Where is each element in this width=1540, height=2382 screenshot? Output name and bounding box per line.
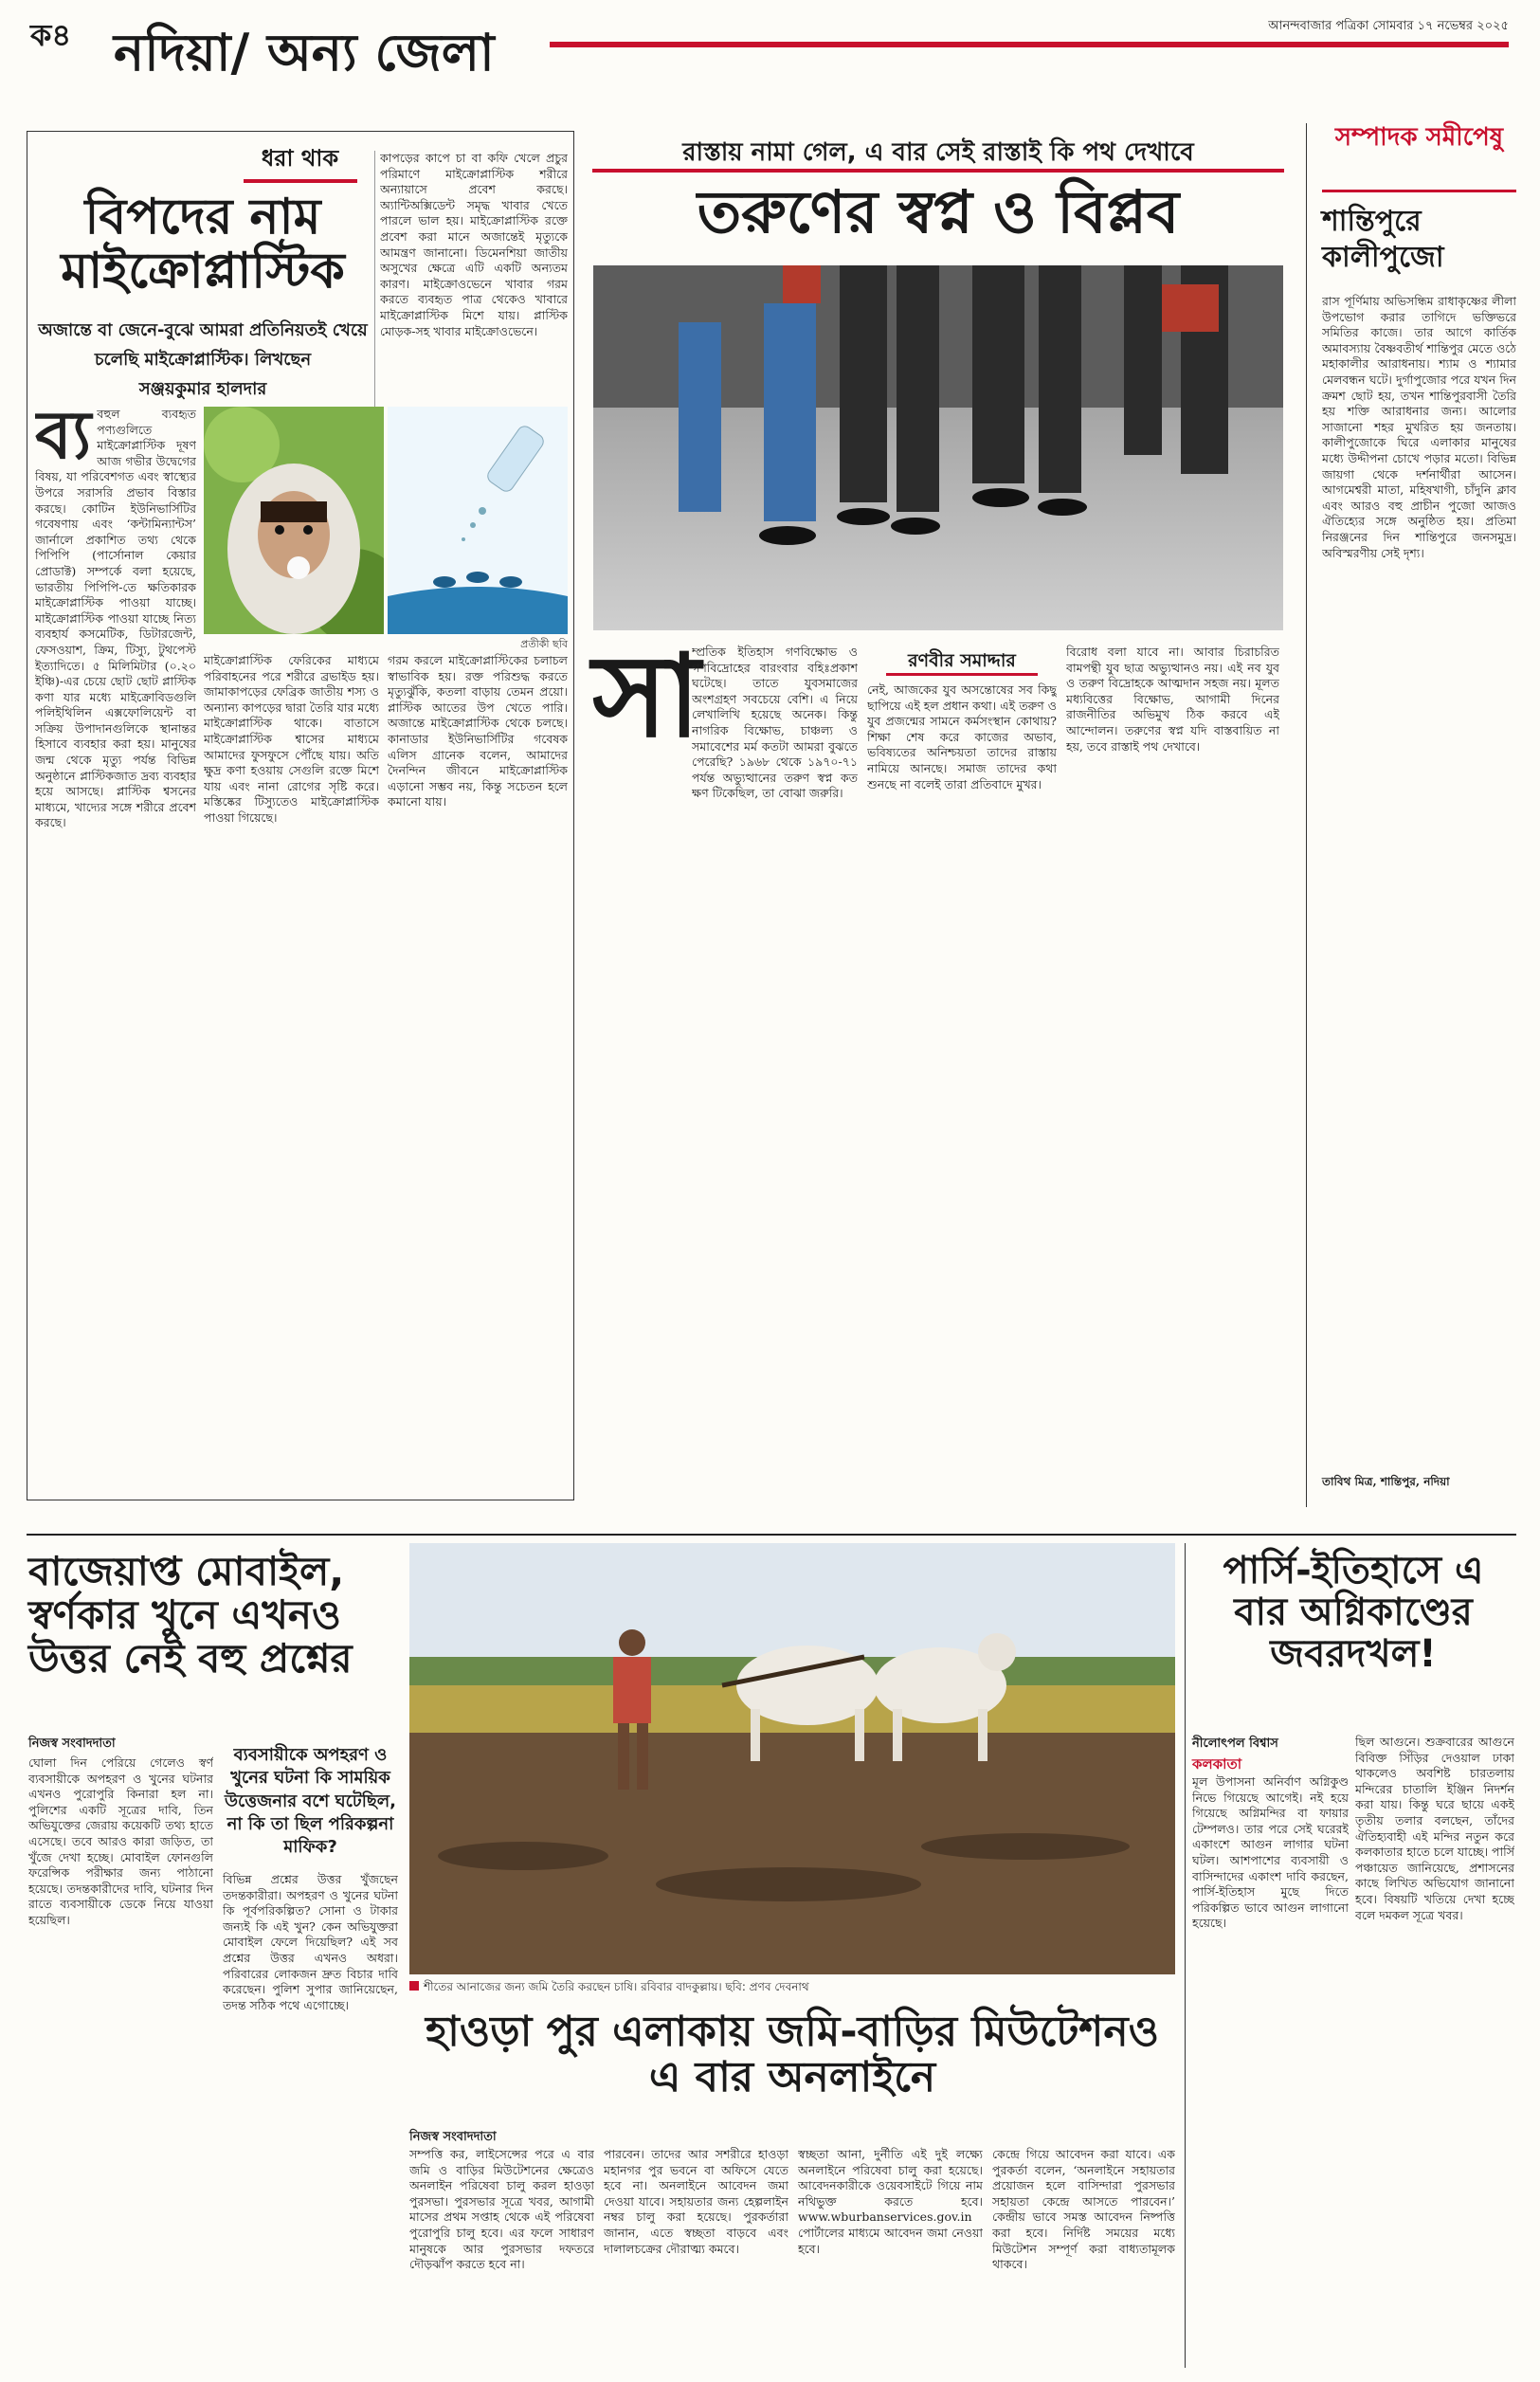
column-rule — [374, 151, 375, 407]
howrah-col-3: স্বচ্ছতা আনা, দুর্নীতি এই দুই লক্ষ্যে অনলাইনে পরিষেবা চালু করা হয়েছে। আবেদনকারীকে ওয়েবসাইটে গিয়ে নাম নথিভুক্ত করতে হবে। www.wburbanservices.gov.in পোর্টালের মাধ্যমে আবেদন জমা নেওয়া হবে। — [798, 2147, 983, 2256]
body-col-1 — [35, 407, 196, 1492]
youth-author: রণবীর সমাদ্দার — [908, 650, 1016, 671]
protest-illustration — [593, 265, 1283, 630]
story-microplastic — [27, 131, 574, 1500]
youth-kicker-rule — [592, 169, 1284, 173]
fire-dateline: কলকাতা — [1192, 1755, 1242, 1773]
editorial-divider — [1306, 123, 1307, 1507]
caption-marker — [409, 1981, 419, 1991]
plough-illustration — [409, 1543, 1175, 1974]
woman-photo — [204, 407, 384, 634]
mobile-headline: বাজেয়াপ্ত মোবাইল, স্বর্ণকার খুনে এখনও উত্তর নেই বহু প্রশ্নের — [28, 1548, 353, 1682]
street-protest-photo — [593, 265, 1283, 630]
editorial-signature: তাবিথ মিত্র, শান্তিপুর, নদিয়া — [1322, 1475, 1450, 1488]
standfirst-text: অজান্তে বা জেনে-বুঝে আমরা প্রতিনিয়তই খেয়ে চলেছি মাইক্রোপ্লাস্টিক। লিখছেন — [38, 320, 368, 370]
section-title: নদিয়া/ অন্য জেলা — [114, 23, 495, 82]
fold-rule — [27, 1534, 1516, 1536]
mobile-pullquote: ব্যবসায়ীকে অপহরণ ও খুনের ঘটনা কি সাময়িক উত্তেজনার বশে ঘটেছিল, না কি তা ছিল পরিকল্পনা মাফিক? — [225, 1745, 396, 1858]
howrah-headline: হাওড়া পুর এলাকায় জমি-বাড়ির মিউটেশনও এ বার অনলাইনে — [426, 2008, 1159, 2102]
author-underline — [886, 673, 1038, 676]
howrah-col-1: সম্পত্তি কর, লাইসেন্সের পরে এ বার জমি ও বাড়ির মিউটেশনের ক্ষেত্রেও অনলাইন পরিষেবা চালু করল হাওড়া পুরসভা। পুরসভার সূত্রে খবর, আগামী মাসের প্রথম সপ্তাহ থেকে এই পরিষেবা পুরোপুরি চালু হবে। এর ফলে সাধারণ মানুষকে আর পুরসভার দফতরে দৌড়ঝাঁপ করতে হবে না। — [409, 2147, 594, 2272]
howrah-col-2: পারবেন। তাদের আর সশরীরে হাওড়া মহানগর পুর ভবনে বা অফিসে যেতে হবে না। অনলাইনে আবেদন জমা দেওয়া যাবে। সহায়তার জন্য হেল্পলাইন নম্বর চালু করা হয়েছে। পুরকর্তারা জানান, এতে স্বচ্ছতা বাড়বে এবং দালালচক্রের দৌরাত্ম্য কমবে। — [604, 2147, 788, 2256]
youth-col-2: নেই, আজকের যুব অসন্তোষের সব কিছু ছাপিয়ে এই হল প্রধান কথা। এই তরুণ ও যুব প্রজন্মের সামনে কর্মসংস্থান কোথায়? শিক্ষা শেষ করে কাজের অভাব, ভবিষ্যতের অনিশ্চয়তা তাদের রাস্তায় নামিয়ে আনছে। সমাজ তাদের কথা শুনছে না বলেই তারা প্রতিবাদে মুখর। — [867, 682, 1057, 791]
author: সঞ্জয়কুমার হালদার — [138, 379, 267, 399]
body-col-2: কাপড়ের কাপে চা বা কফি খেলে প্রচুর পরিমাণে মাইক্রোপ্লাস্টিক শরীরে অন্যায়াসে প্রবেশ করছে। অ্যান্টিঅক্সিডেন্ট সমৃদ্ধ খাবার খেতে পারলে ভাল হয়। মাইক্রোপ্লাস্টিক রক্তে প্রবেশ করা মানে অজান্তেই মৃত্যুকে আমন্ত্রণ জানানো। ডিমেনশিয়া জাতীয় অসুখের ক্ষেত্রে এটি একটি অন্যতম কারণ। মাইক্রোওভেনে খাবার গরম করতে ব্যবহৃত পাত্র থেকেও খাবারে মাইক্রোপ্লাস্টিক মিশে যায়। প্লাস্টিক মোড়ক-সহ খাবার মাইক্রোওভেনে। — [380, 151, 568, 338]
plough-caption-text: শীতের আনাজের জন্য জমি তৈরি করছেন চাষি। রবিবার বাদকুল্লায়। ছবি: প্রণব দেবনাথ — [424, 1980, 809, 1993]
body-col-3: মাইক্রোপ্লাস্টিক ফেরিকের মাধ্যমে পরিবাহনের পরে শরীরে ব্রভাইড হয়। জামাকাপড়ের ফেব্রিক জাতীয় শস্য ও অন্যান্য কাপড়ের দ্বারা তৈরি যার মধ্যে মাইক্রোপ্লাস্টিক থাকে। বাতাসে মাইক্রোপ্লাস্টিক শ্বাসের মাধ্যমে আমাদের ফুসফুসে পৌঁছে যায়। অতি ক্ষুদ্র কণা হওয়ায় সেগুলি রক্তে মিশে যায় এবং নানা রোগের সৃষ্টি করে। মস্তিষ্কের টিস্যুতেও মাইক্রোপ্লাস্টিক পাওয়া গিয়েছে। — [204, 653, 379, 825]
masthead-rule — [550, 42, 1509, 47]
youth-col-1: ম্প্রতিক ইতিহাস গণবিক্ষোভ ও গণবিদ্রোহের বারংবার বহিঃপ্রকাশ ঘটেছে। তাতে যুবসমাজের অংশগ্রহণ সবচেয়ে বেশি। এ নিয়ে লেখালিখি হয়েছে অনেক। কিন্তু নাগরিক বিক্ষোভ, চাঞ্চল্য ও সমাবেশের মর্ম কতটা আমরা বুঝতে পেরেছি? ১৯৬৮ থেকে ১৯৭০-৭১ পর্যন্ত অভ্যুত্থানের তরুণ স্বপ্ন কত ক্ষণ টিকেছিল, তা বোঝা জরুরি। — [692, 645, 858, 801]
plough-caption — [409, 1979, 1175, 1998]
kicker-underline — [244, 179, 357, 183]
mobile-byline: নিজস্ব সংবাদদাতা — [28, 1736, 116, 1751]
editorial-headline: শান্তিপুরে কালীপুজো — [1322, 205, 1444, 274]
youth-kicker: রাস্তায় নামা গেল, এ বার সেই রাস্তাই কি পথ দেখাবে — [682, 138, 1194, 167]
kicker-text: ধরা থাক — [261, 145, 339, 172]
image-caption: প্রতীকী ছবি — [520, 638, 568, 650]
fire-headline: পার্সি-ইতিহাসে এ বার অগ্নিকাণ্ডের জবরদখল! — [1223, 1549, 1484, 1676]
woman-illustration — [204, 407, 384, 634]
standfirst — [37, 317, 369, 405]
youth-headline: তরুণের স্বপ্ন ও বিপ্লব — [697, 177, 1180, 246]
lead-letter: ব্য — [35, 407, 92, 474]
fire-col-2: ছিল আগুনে। শুক্রবারের আগুনে বিবিক্ত সিঁড়ির দেওয়াল ঢাকা থাকলেও অবশিষ্ট চারতলায় মন্দিরের চাতালি ইঞ্জিন নিদর্শন করা যায়। কিন্তু ঘরে ছায়ে একই তৃতীয় তলার বলছেন, তাঁদের ঐতিহ্যবাহী এই মন্দির নতুন করে কলকাতার হাতে চলে যাচ্ছে। পার্সি পঞ্চায়েত জানিয়েছে, প্রশাসনের কাছে লিখিত অভিযোগ জানানো হবে। বিষয়টি খতিয়ে দেখা হচ্ছে বলে দমকল সূত্রে খবর। — [1355, 1735, 1514, 1922]
dropcap-letters: সা — [592, 629, 701, 763]
fire-divider — [1185, 1543, 1186, 2368]
headline: বিপদের নাম মাইক্রোপ্লাস্টিক — [61, 189, 345, 300]
fish-bottle-illustration — [388, 407, 568, 634]
page-number: ক৪ — [30, 17, 72, 53]
fish-bottle-photo — [388, 407, 568, 634]
fire-byline: নীলোৎপল বিশ্বাস — [1192, 1736, 1278, 1751]
mobile-col-2: বিভিন্ন প্রশ্নের উত্তর খুঁজছেন তদন্তকারীরা। অপহরণ ও খুনের ঘটনা কি পূর্বপরিকল্পিত? সোনা ও টাকার জন্যই কি এই খুন? কেন অভিযুক্তরা মোবাইল ফেলে দিয়েছিল? এই সব প্রশ্নের উত্তর এখনও অধরা। পরিবারের লোকজন দ্রুত বিচার দাবি করেছেন। পুলিশ সুপার জানিয়েছেন, তদন্ত সঠিক পথে এগোচ্ছে। — [223, 1872, 398, 2012]
mobile-col-1: ঘোলা দিন পেরিয়ে গেলেও স্বর্ণ ব্যবসায়ীকে অপহরণ ও খুনের ঘটনার এখনও পুরোপুরি কিনারা হল না। পুলিশের একটি সূত্রের দাবি, তিন অভিযুক্তের জেরায় কয়েকটি তথ্য হাতে এসেছে। তবে আরও কারা জড়িত, তা খুঁজে দেখা হচ্ছে। মোবাইল ফোনগুলি ফরেন্সিক পরীক্ষার জন্য পাঠানো হয়েছে। তদন্তকারীদের দাবি, ঘটনার দিন রাতে ব্যবসায়ীকে ডেকে নিয়ে যাওয়া হয়েছিল। — [28, 1755, 213, 1927]
youth-dropcap — [592, 629, 701, 834]
youth-col-3: বিরোধ বলা যাবে না। আবার চিরাচরিত বামপন্থী যুব ছাত্র অভ্যুত্থানও নয়। এই নব যুব ও তরুণ বিদ্রোহকে আত্মদান সহজ নয়। মূলত মধ্যবিত্তের বিক্ষোভ, আগামী দিনের রাজনীতির অভিমুখ ঠিক করবে এই আন্দোলন। তরুণের স্বপ্ন যদি বাস্তবায়িত না হয়, তবে রাস্তাই পথ দেখাবে। — [1066, 645, 1279, 754]
fire-col-1: মূল উপাসনা অনির্বাণ অগ্নিকুণ্ড নিভে গিয়েছে আগেই। নই হয়ে গিয়েছে অগ্নিমন্দির বা ফায়ার টেম্পলও। তার পরে সেই ঘরেরই একাংশে আগুন লাগার ঘটনা ঘটল। আশপাশের ব্যবসায়ী ও বাসিন্দাদের একাংশ দাবি করছেন, পার্সি-ইতিহাস মুছে দিতে পরিকল্পিত ভাবে আগুন লাগানো হয়েছে। — [1192, 1774, 1349, 1931]
body-col-1-text: বহুল ব্যবহৃত পণ্যগুলিতে মাইক্রোপ্লাস্টিক দূষণ আজ গভীর উদ্বেগের বিষয়, যা পরিবেশগত এবং স্বাস্থ্যের উপরে সরাসরি প্রভাব বিস্তার করছে। কোটিন ইউনিভার্সিটির গবেষণায় এবং ‘কন্টামিন্যান্টস’ জার্নালে প্রকাশিত তথ্য থেকে পিপিপি (পার্সোনাল কেয়ার প্রোডাক্ট) সম্পর্কে বলা হয়েছে, ভারতীয় পিপিপি-তে ক্ষতিকারক মাইক্রোপ্লাস্টিক পাওয়া যাচ্ছে। মাইক্রোপ্লাস্টিক পাওয়া যাচ্ছে নিত্য ব্যবহার্য কসমেটিক, ডিটারজেন্ট, ফেসওয়াশ, ক্রিম, টিস্যু, টুথপেস্ট ইত্যাদিতে। ৫ মিলিমিটার (০.২০ ইঞ্চি)-এর চেয়ে ছোট ছোট প্লাস্টিক কণা যার মধ্যে মাইক্রোবিডগুলি পলিইথিলিন এক্সফোলিয়েন্ট বা সক্রিয় উপাদানগুলিকে স্থানান্তর হিসাবে ব্যবহার করা হয়। মানুষের জন্ম থেকে মৃত্যু পর্যন্ত বিভিন্ন অনুষ্ঠানে প্লাস্টিকজাত দ্রব্য ব্যবহার হয়ে আসছে। প্লাস্টিক শ্বসনের মাধ্যমে, খাদ্যের সঙ্গে শরীরে প্রবেশ করছে। — [35, 407, 196, 830]
plough-photo — [409, 1543, 1175, 1974]
body-col-4: গরম করলে মাইক্রোপ্লাস্টিকের চলাচল স্বাভাবিক হয়। রক্ত পরিশুদ্ধ করতে মৃত্যুঝুঁকি, কতলা বাড়ায় তেমন প্রয়ো। প্লাস্টিক আতের উপ খেতে পারি। অজান্তে মাইক্রোপ্লাস্টিক থেকে চলছে। কানাডার ইউনিভার্সিটির গবেষক এলিস গ্রানেক বলেন, আমাদের দৈনন্দিন জীবনে মাইক্রোপ্লাস্টিক এড়ানো সম্ভব নয়, কিন্তু সচেতন হলে কমানো যায়। — [388, 653, 568, 809]
howrah-col-4: কেন্দ্রে গিয়ে আবেদন করা যাবে। এক পুরকর্তা বলেন, ‘অনলাইনে সহায়তার প্রয়োজন হলে বাসিন্দারা পুরসভার সহায়তা কেন্দ্রে আসতে পারবেন।’ কেন্দ্রীয় ভাবে সমস্ত আবেদন নিষ্পত্তি করা হবে। নির্দিষ্ট সময়ের মধ্যে মিউটেশন সম্পূর্ণ করা বাধ্যতামূলক থাকবে। — [992, 2147, 1175, 2272]
editorial-kicker: সম্পাদক সমীপেষু — [1334, 123, 1504, 152]
issue-date: আনন্দবাজার পত্রিকা সোমবার ১৭ নভেম্বর ২০২৫ — [1268, 19, 1509, 33]
editorial-body: রাস পূর্ণিমায় অভিসন্ধিম রাধাকৃষ্ণের লীলা উপভোগ করার তাগিদে ভক্তিভরে সমিতির কাজে। তার আগে কার্তিক অমাবস্যায় বৈষ্ণবতীর্থ শান্তিপুর মেতে ওঠে মহাকালীর আরাধনায়। শ্যাম ও শ্যামার মেলবন্ধন ঘটে। দুর্গাপুজোর পরে যখন দিন ক্রমশ ছোট হয়, তখন শান্তিপুরবাসী তৈরি হয় শক্তি আরাধনার জন্য। আলোর সাজানো শহর মুখরিত হয় জনতায়। কালীপুজোকে ঘিরে এলাকার মানুষের মধ্যে উদ্দীপনা চোখে পড়ার মতো। বিভিন্ন জায়গা থেকে দর্শনার্থীরা আসেন। আগমেশ্বরী মাতা, মহিষখাগী, চাঁদুনি ক্লাব এবং আরও বহু প্রাচীন পুজো আজও ঐতিহ্যের সঙ্গে অনুষ্ঠিত হয়। প্রতিমা নিরঞ্জনের দিন শান্তিপুরে জনসমুদ্র। অবিস্মরণীয় সেই দৃশ্য। — [1322, 294, 1516, 560]
howrah-byline: নিজস্ব সংবাদদাতা — [409, 2130, 497, 2144]
editorial-rule — [1322, 190, 1516, 192]
